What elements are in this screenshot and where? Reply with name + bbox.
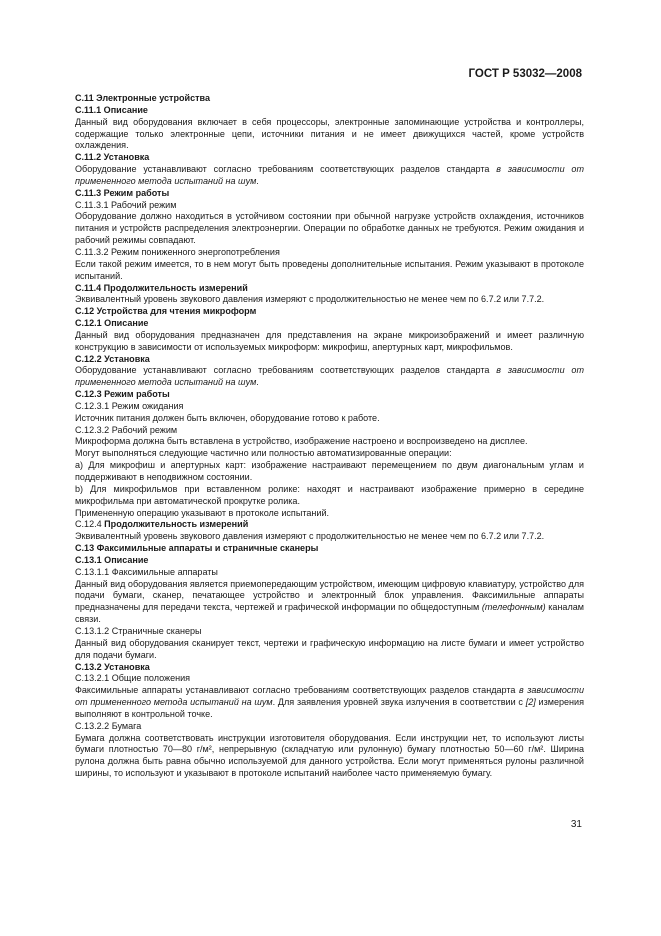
subsection-title: С.12.3.1 Режим ожидания <box>75 400 184 411</box>
text-run: в зависимости от примененного метода испытаний на шум <box>75 164 584 186</box>
paragraph: Эквивалентный уровень звукового давления измеряют с продолжительностью не менее чем по 6.7.2 или 7.7.2. <box>75 294 545 305</box>
section-heading: С.13.1 Описание <box>75 554 149 565</box>
page-number: 31 <box>570 819 582 830</box>
section-heading: С.13.2 Установка <box>75 661 150 672</box>
paragraph: а) Для микрофиш и апертурных карт: изображение настраивают перемещением по двум диагональным углам и поддерживают в неподвижном состоянии. <box>75 460 584 482</box>
paragraph <box>75 164 584 188</box>
paragraph: Данный вид оборудования включает в себя процессоры, электронные запоминающие устройства и контроллеры, содержащие только электронные цепи, источники питания и не имеет движущихся частей, кроме устройств охлаждения. <box>75 116 584 151</box>
section-heading: С.13 Факсимильные аппараты и страничные сканеры <box>75 543 319 554</box>
section-heading: С.11.1 Описание <box>75 104 148 115</box>
text-run: . Для заявления уровней звука излучения в соответствии с <box>272 697 526 708</box>
text-run: в зависимости от примененного метода испытаний на шум <box>75 365 584 388</box>
paragraph: Бумага должна соответствовать инструкции изготовителя оборудования. Если инструкции нет, то используют листы бумаги плотностью 70—80 г/м², непрерывную (складчатую или рулонную) бумагу плотностью 50—60 г/м². Ширина рулона должна быть равна обычно используемой для данного устройства. Если могут применяться рулоны различной ширины, то используют и указывают в протоколе испытаний наиболее часто применяемую бумагу. <box>75 732 584 779</box>
text-run: Продолжительность измерений <box>104 519 249 530</box>
text-run: . <box>256 377 259 388</box>
subsection-title: С.12.3.2 Рабочий режим <box>75 424 178 435</box>
section-heading: С.11.2 Установка <box>75 152 150 163</box>
subsection-title: С.11.3.2 Режим пониженного энергопотребления <box>75 246 280 257</box>
subsection-heading <box>75 519 584 531</box>
section-heading: С.11.3 Режим работы <box>75 187 170 198</box>
page-header-standard: ГОСТ Р 53032—2008 <box>468 68 582 80</box>
paragraph: b) Для микрофильмов при вставленном ролике: находят и настраивают изображение примерно в середине микрофильма при автоматической прокрутке ролика. <box>75 483 584 506</box>
paragraph: Данный вид оборудования предназначен для представления на экране микроизображений и имеет различную конструкцию в зависимости от используемых микроформ: микрофиш, апертурных карт, микрофильмов. <box>75 329 584 352</box>
section-heading: С.11.4 Продолжительность измерений <box>75 282 248 293</box>
text-run: С.12.4 <box>75 519 105 530</box>
text-run: Данный вид оборудования является приемопередающим устройством, имеющим цифровую клавиатуру, устройство для подачи бумаги, сканер, печатающее устройство и электронный блок управления. Факсимильные аппараты предназначены для передачи текста, чертежей и графической информации по общедоступным <box>75 578 584 613</box>
text-run: Факсимильные аппараты устанавливают согласно требованиям соответствующих разделов стандарта <box>75 685 519 696</box>
section-heading: С.12.2 Установка <box>75 353 150 364</box>
text-run: . <box>256 175 259 186</box>
paragraph: Эквивалентный уровень звукового давления измеряют с продолжительностью не менее чем по 6.7.2 или 7.7.2. <box>75 531 545 542</box>
paragraph: Данный вид оборудования сканирует текст, чертежи и графическую информацию на листе бумаги и имеет устройство для подачи бумаги. <box>75 637 584 660</box>
paragraph: Могут выполняться следующие частично или полностью автоматизированные операции: <box>75 448 452 459</box>
section-heading: С.11 Электронные устройства <box>75 93 211 103</box>
paragraph: Источник питания должен быть включен, оборудование готово к работе. <box>75 412 380 423</box>
section-heading: С.12.1 Описание <box>75 318 149 329</box>
paragraph <box>75 365 584 389</box>
paragraph: Оборудование должно находиться в устойчивом состоянии при обычной нагрузке устройств охлаждения, источников питания и устройств распределения электроэнергии. Операции по обработке данных не требуются. Режим ожидания и рабочий режимы совпадают. <box>75 211 584 246</box>
paragraph <box>75 579 584 626</box>
text-run: Оборудование устанавливают согласно требованиям соответствующих разделов стандарта <box>75 164 497 175</box>
subsection-title: С.13.2.2 Бумага <box>75 720 142 731</box>
section-heading: С.12.3 Режим работы <box>75 389 170 400</box>
section-heading: С.12 Устройства для чтения микроформ <box>75 306 257 317</box>
text-run: [2] <box>525 697 536 708</box>
paragraph: Микроформа должна быть вставлена в устройство, изображение настроено и воспроизведено на дисплее. <box>75 436 528 447</box>
document-body <box>75 93 584 780</box>
text-run: (телефонным) <box>481 602 546 613</box>
text-run: в зависимости от примененного метода испытаний на шум <box>75 685 584 708</box>
subsection-title: С.11.3.1 Рабочий режим <box>75 199 177 210</box>
paragraph: Примененную операцию указывают в протоколе испытаний. <box>75 507 330 518</box>
subsection-title: С.13.1.1 Факсимильные аппараты <box>75 566 218 577</box>
subsection-title: С.13.1.2 Страничные сканеры <box>75 625 202 636</box>
text-run: измерения выполняют в контрольной точке. <box>75 697 584 719</box>
paragraph: Если такой режим имеется, то в нем могут быть проведены дополнительные испытания. Режим указывают в протоколе испытаний. <box>75 258 584 281</box>
text-run: каналам связи. <box>75 602 584 625</box>
text-run: Оборудование устанавливают согласно требованиям соответствующих разделов стандарта <box>75 365 497 376</box>
paragraph <box>75 685 584 721</box>
subsection-title: С.13.2.1 Общие положения <box>75 673 191 684</box>
